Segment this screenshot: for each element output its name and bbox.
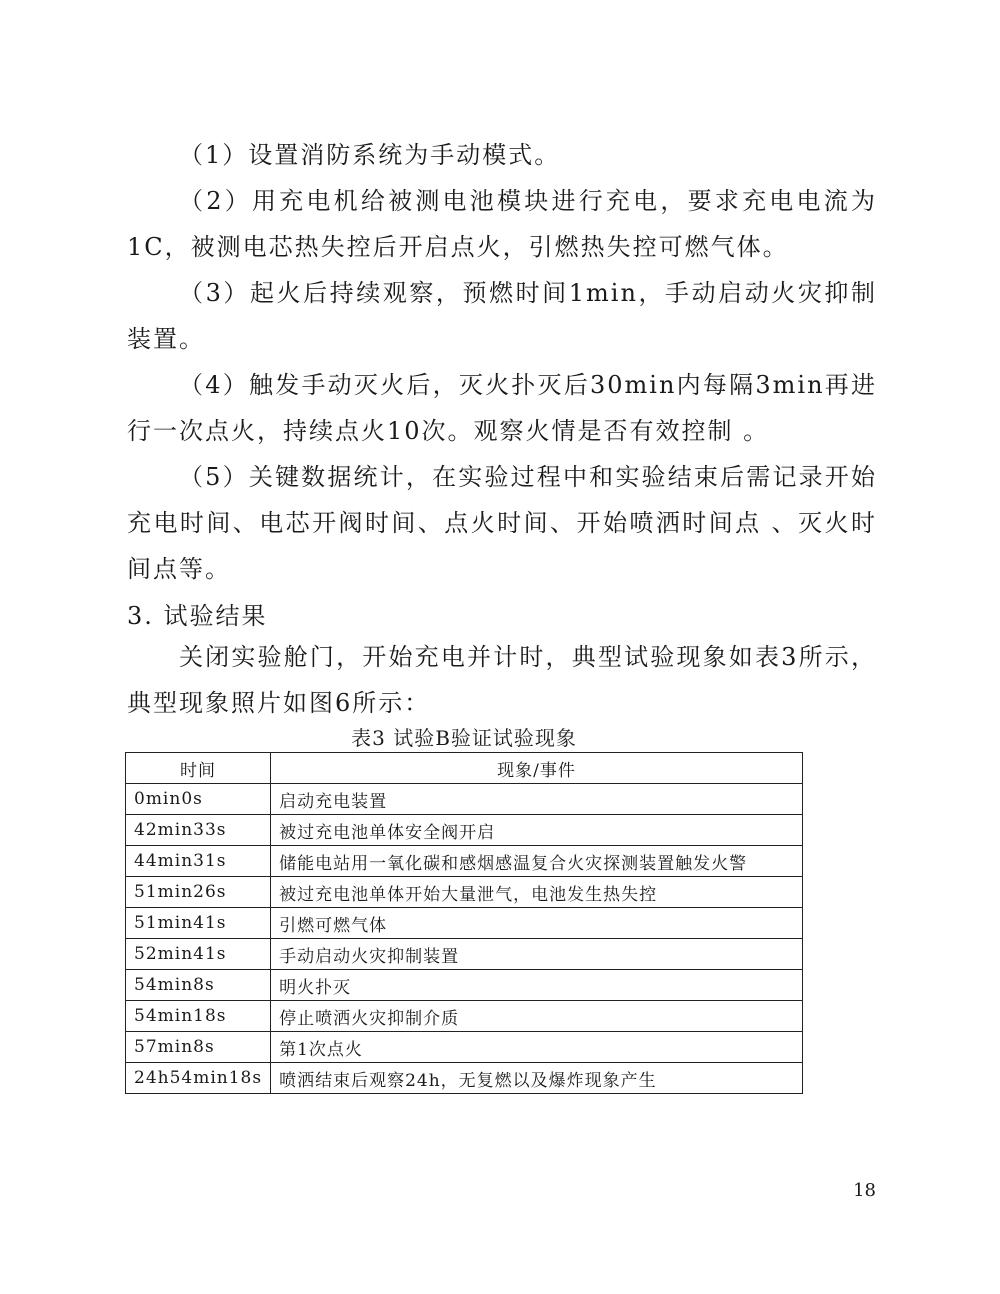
intro-paragraph: 关闭实验舱门，开始充电并计时，典型试验现象如表3所示，典型现象照片如图6所示： xyxy=(127,643,877,717)
event-cell: 储能电站用一氧化碳和感烟感温复合火灾探测装置触发火警 xyxy=(271,846,803,877)
time-cell: 24h54min18s xyxy=(126,1063,271,1094)
time-cell: 51min41s xyxy=(126,908,271,939)
time-cell: 54min8s xyxy=(126,970,271,1001)
section-heading: 3. 试验结果 xyxy=(127,602,268,630)
table-row xyxy=(126,1032,803,1063)
time-cell: 54min18s xyxy=(126,1001,271,1032)
time-cell: 51min26s xyxy=(126,877,271,908)
table-header-row xyxy=(126,753,803,784)
table-row xyxy=(126,1001,803,1032)
table-row xyxy=(126,939,803,970)
table-row xyxy=(126,908,803,939)
event-cell: 被过充电池单体安全阀开启 xyxy=(271,815,803,846)
event-cell: 被过充电池单体开始大量泄气，电池发生热失控 xyxy=(271,877,803,908)
step-3-paragraph: （3）起火后持续观察，预燃时间1min，手动启动火灾抑制装置。 xyxy=(127,279,877,353)
event-cell: 停止喷洒火灾抑制介质 xyxy=(271,1001,803,1032)
event-cell: 第1次点火 xyxy=(271,1032,803,1063)
table-row xyxy=(126,784,803,815)
step-1-paragraph: （1）设置消防系统为手动模式。 xyxy=(179,141,561,169)
event-cell: 手动启动火灾抑制装置 xyxy=(271,939,803,970)
page-number: 18 xyxy=(853,1180,876,1201)
header-time: 时间 xyxy=(126,753,271,784)
table-row xyxy=(126,970,803,1001)
time-cell: 44min31s xyxy=(126,846,271,877)
table-row xyxy=(126,815,803,846)
time-cell: 0min0s xyxy=(126,784,271,815)
header-event: 现象/事件 xyxy=(271,753,803,784)
event-cell: 引燃可燃气体 xyxy=(271,908,803,939)
table-row xyxy=(126,877,803,908)
step-4-paragraph: （4）触发手动灭火后，灭火扑灭后30min内每隔3min再进行一次点火，持续点火10次。观察火情是否有效控制 。 xyxy=(127,371,877,445)
time-cell: 42min33s xyxy=(126,815,271,846)
event-cell: 启动充电装置 xyxy=(271,784,803,815)
step-5-paragraph: （5）关键数据统计，在实验过程中和实验结束后需记录开始充电时间、电芯开阀时间、点火时间、开始喷洒时间点 、灭火时间点等。 xyxy=(127,463,877,583)
time-cell: 52min41s xyxy=(126,939,271,970)
event-cell: 明火扑灭 xyxy=(271,970,803,1001)
table-row xyxy=(126,846,803,877)
table-row xyxy=(126,1063,803,1094)
table-caption: 表3 试验B验证试验现象 xyxy=(351,726,577,750)
event-cell: 喷洒结束后观察24h，无复燃以及爆炸现象产生 xyxy=(271,1063,803,1094)
time-cell: 57min8s xyxy=(126,1032,271,1063)
events-table xyxy=(125,752,803,1094)
step-2-paragraph: （2）用充电机给被测电池模块进行充电，要求充电电流为1C，被测电芯热失控后开启点火，引燃热失控可燃气体。 xyxy=(127,187,877,261)
